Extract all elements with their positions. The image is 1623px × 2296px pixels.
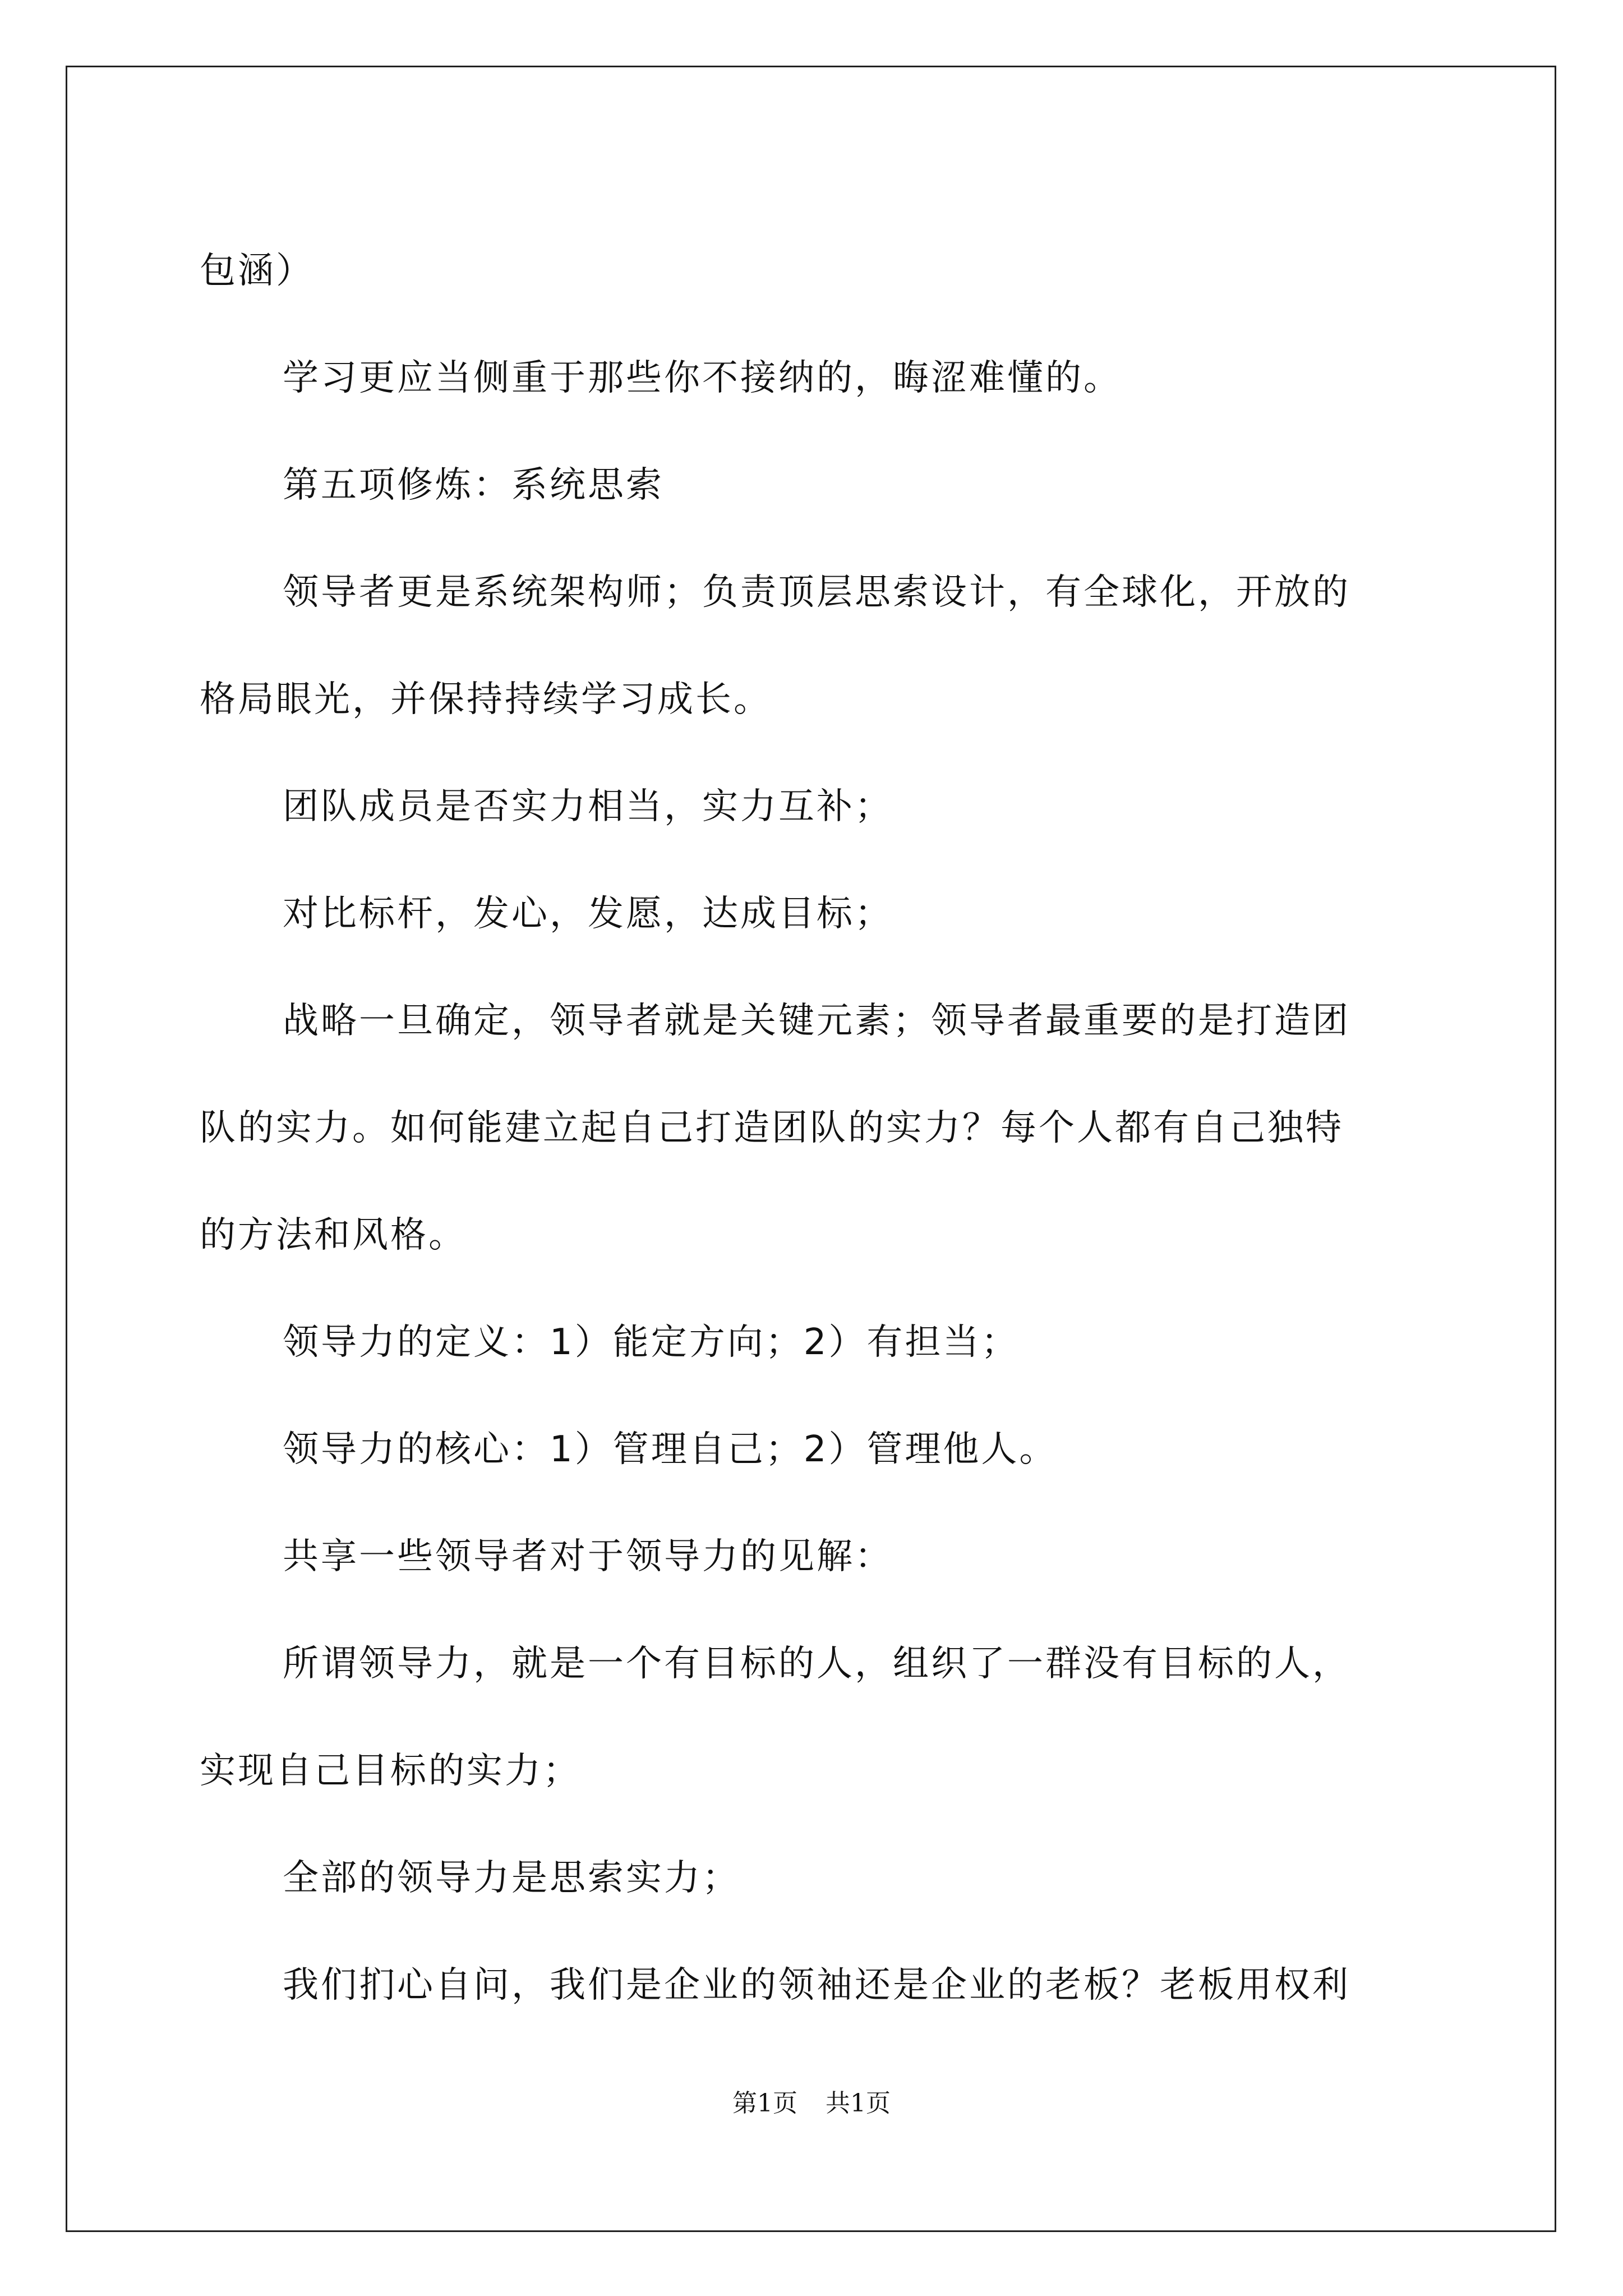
document-body [200, 218, 1433, 2039]
text-line: 格局眼光，并保持持续学习成长。 [200, 679, 772, 720]
text-line: 共享一些领导者对于领导力的见解： [283, 1536, 893, 1577]
text-line: 领导力的核心：1）管理自己；2）管理他人。 [283, 1429, 1058, 1470]
text-line: 我们扪心自问，我们是企业的领袖还是企业的老板？老板用权利 [283, 1964, 1350, 2006]
page-total: 共1页 [826, 2089, 891, 2118]
text-line: 所谓领导力，就是一个有目标的人，组织了一群没有目标的人， [283, 1643, 1350, 1685]
text-line: 实现自己目标的实力； [200, 1750, 581, 1792]
text-line: 对比标杆，发心，发愿，达成目标； [283, 893, 893, 935]
text-line: 学习更应当侧重于那些你不接纳的，晦涩难懂的。 [283, 357, 1122, 399]
text-line: 战略一旦确定，领导者就是关键元素；领导者最重要的是打造团 [283, 1000, 1350, 1042]
text-line: 的方法和风格。 [200, 1214, 467, 1256]
text-line: 团队成员是否实力相当，实力互补； [283, 786, 893, 827]
text-line: 领导力的定义：1）能定方向；2）有担当； [283, 1322, 1020, 1363]
page-footer [0, 2087, 1623, 2120]
text-line: 全部的领导力是思索实力； [283, 1857, 740, 1899]
text-line: 队的实力。如何能建立起自己打造团队的实力？每个人都有自己独特 [200, 1107, 1344, 1149]
text-line: 领导者更是系统架构师；负责顶层思索设计，有全球化，开放的 [283, 572, 1350, 613]
page-number: 第1页 [732, 2089, 797, 2118]
section-heading: 第五项修炼：系统思索 [283, 464, 664, 506]
text-line: 包涵） [200, 250, 314, 292]
